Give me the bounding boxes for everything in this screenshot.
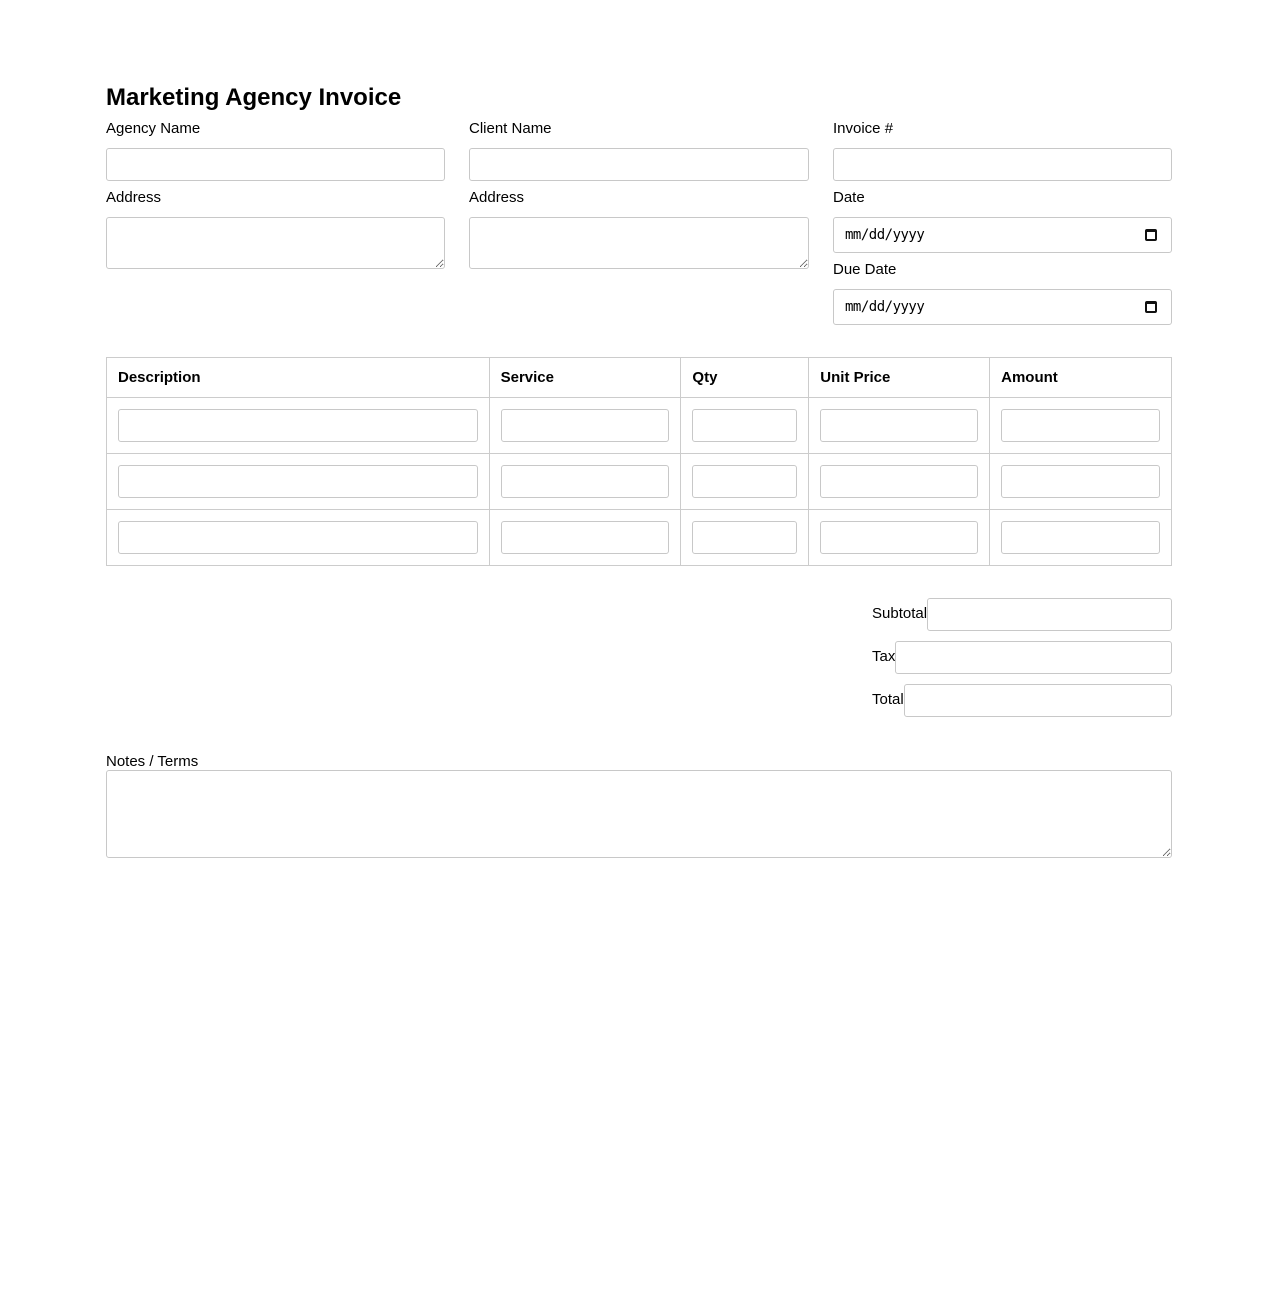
- total-label: Total: [872, 691, 904, 708]
- amount-input[interactable]: [1001, 465, 1160, 498]
- subtotal-input[interactable]: [927, 598, 1172, 631]
- amount-cell: [990, 398, 1172, 454]
- description-input[interactable]: [118, 465, 478, 498]
- service-input[interactable]: [501, 521, 670, 554]
- agency-address-input[interactable]: [106, 217, 445, 269]
- page-title: Marketing Agency Invoice: [106, 84, 402, 111]
- client-name-input[interactable]: [469, 148, 809, 181]
- client-address-input[interactable]: [469, 217, 809, 269]
- agency-name-label: Agency Name: [106, 120, 201, 137]
- calendar-icon[interactable]: [1145, 301, 1157, 313]
- header-qty: Qty: [681, 358, 809, 398]
- qty-input[interactable]: [692, 409, 797, 442]
- service-input[interactable]: [501, 409, 670, 442]
- service-input[interactable]: [501, 465, 670, 498]
- header-description: Description: [107, 358, 490, 398]
- service-cell: [489, 398, 681, 454]
- unit-price-input[interactable]: [820, 465, 978, 498]
- qty-input[interactable]: [692, 521, 797, 554]
- notes-input[interactable]: [106, 770, 1172, 858]
- amount-input[interactable]: [1001, 409, 1160, 442]
- date-placeholder: mm/dd/yyyy: [845, 227, 925, 243]
- due-date-placeholder: mm/dd/yyyy: [845, 299, 925, 315]
- qty-cell: [681, 454, 809, 510]
- invoice-number-input[interactable]: [833, 148, 1172, 181]
- amount-cell: [990, 454, 1172, 510]
- due-date-label: Due Date: [833, 261, 897, 278]
- qty-cell: [681, 398, 809, 454]
- invoice-number-label: Invoice #: [833, 120, 894, 137]
- header-service: Service: [489, 358, 681, 398]
- amount-input[interactable]: [1001, 521, 1160, 554]
- subtotal-label: Subtotal: [872, 605, 928, 622]
- tax-input[interactable]: [895, 641, 1172, 674]
- calendar-icon[interactable]: [1145, 229, 1157, 241]
- unit-price-input[interactable]: [820, 521, 978, 554]
- unit-price-cell: [809, 510, 990, 566]
- header-unit-price: Unit Price: [809, 358, 990, 398]
- header-amount: Amount: [990, 358, 1172, 398]
- agency-name-input[interactable]: [106, 148, 445, 181]
- service-cell: [489, 454, 681, 510]
- table-row: [107, 454, 1172, 510]
- total-input[interactable]: [904, 684, 1172, 717]
- notes-label: Notes / Terms: [106, 753, 199, 770]
- amount-cell: [990, 510, 1172, 566]
- client-name-label: Client Name: [469, 120, 552, 137]
- table-row: [107, 398, 1172, 454]
- tax-label: Tax: [872, 648, 896, 665]
- description-input[interactable]: [118, 521, 478, 554]
- description-cell: [107, 454, 490, 510]
- service-cell: [489, 510, 681, 566]
- unit-price-cell: [809, 398, 990, 454]
- client-address-label: Address: [469, 189, 525, 206]
- line-items-table: [106, 357, 1172, 566]
- due-date-input[interactable]: [833, 289, 1172, 325]
- qty-cell: [681, 510, 809, 566]
- unit-price-input[interactable]: [820, 409, 978, 442]
- description-cell: [107, 510, 490, 566]
- date-input[interactable]: [833, 217, 1172, 253]
- table-row: [107, 510, 1172, 566]
- date-label: Date: [833, 189, 865, 206]
- description-cell: [107, 398, 490, 454]
- table-header-row: [107, 358, 1172, 398]
- qty-input[interactable]: [692, 465, 797, 498]
- unit-price-cell: [809, 454, 990, 510]
- agency-address-label: Address: [106, 189, 162, 206]
- description-input[interactable]: [118, 409, 478, 442]
